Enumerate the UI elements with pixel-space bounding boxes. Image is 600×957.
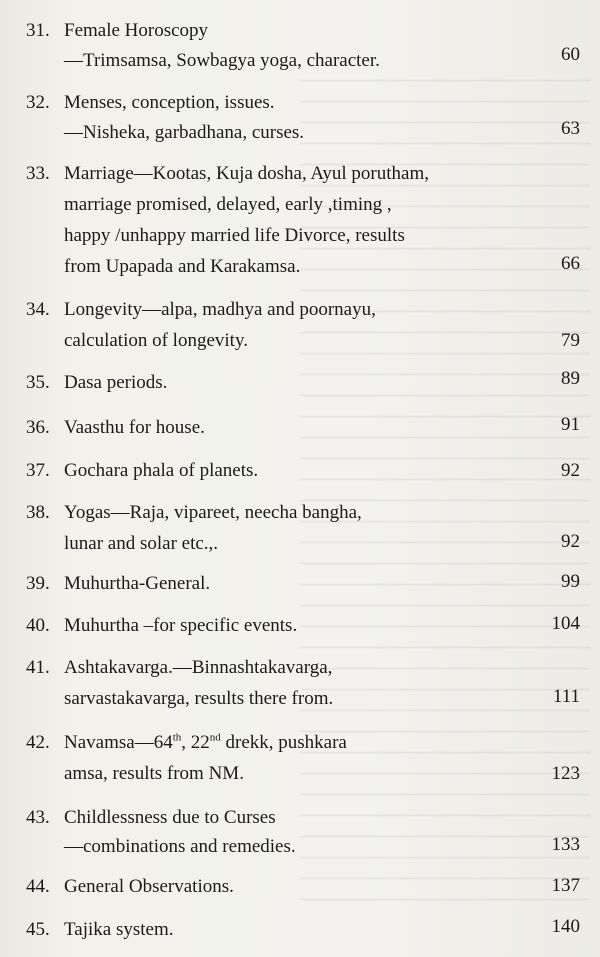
entry-title: Female Horoscopy	[64, 20, 209, 41]
entry-title: Yogas—Raja, vipareet, neecha bangha,	[64, 502, 362, 523]
entry-subtitle: —Trimsamsa, Sowbagya yoga, character.	[64, 50, 380, 71]
entry-number: 44.	[26, 876, 50, 897]
page-number: 89	[561, 368, 580, 389]
entry-subtitle: lunar and solar etc.,.	[64, 533, 219, 554]
entry-title: Childlessness due to Curses	[64, 807, 276, 828]
entry-title: Muhurtha-General.	[64, 573, 211, 594]
entry-title: Longevity—alpa, madhya and poornayu,	[64, 299, 376, 320]
entry-number: 42.	[26, 732, 50, 753]
ordinal-suffix: th	[172, 731, 182, 744]
page-number: 63	[561, 118, 580, 139]
page-number: 92	[561, 460, 580, 481]
entry-title: Muhurtha –for specific events.	[64, 615, 298, 636]
page-number: 66	[561, 253, 580, 274]
entry-number: 33.	[26, 163, 50, 184]
entry-line-3: happy /unhappy married life Divorce, results	[64, 225, 405, 246]
entry-line-4: from Upapada and Karakamsa.	[64, 256, 301, 277]
page-number: 137	[551, 875, 580, 896]
entry-number: 31.	[26, 20, 50, 41]
entry-number: 40.	[26, 615, 50, 636]
entry-number: 35.	[26, 372, 50, 393]
entry-number: 32.	[26, 92, 50, 113]
entry-title: Menses, conception, issues.	[64, 92, 275, 113]
entry-title: Tajika system.	[64, 919, 174, 940]
page-number: 133	[551, 834, 580, 855]
entry-number: 37.	[26, 460, 50, 481]
entry-number: 36.	[26, 417, 50, 438]
page-number: 79	[561, 330, 580, 351]
entry-title: Marriage—Kootas, Kuja dosha, Ayul porutham,	[64, 163, 429, 184]
entry-title-part: drekk, pushkara	[220, 732, 347, 753]
entry-number: 41.	[26, 657, 50, 678]
entry-title: Vaasthu for house.	[64, 417, 205, 438]
entry-number: 38.	[26, 502, 50, 523]
entry-number: 34.	[26, 299, 50, 320]
entry-line-2: marriage promised, delayed, early ,timing ,	[64, 194, 392, 215]
entry-title	[64, 728, 347, 758]
page-number: 111	[552, 686, 580, 707]
page-number: 60	[561, 44, 580, 65]
entry-subtitle: amsa, results from NM.	[64, 763, 244, 784]
page-number: 104	[551, 613, 580, 634]
entry-title-part: , 22	[181, 732, 210, 753]
entry-title-part: Navamsa—64	[64, 732, 173, 753]
page-number: 92	[561, 531, 580, 552]
page-number: 140	[551, 916, 580, 937]
entry-number: 43.	[26, 807, 50, 828]
entry-title: Ashtakavarga.—Binnashtakavarga,	[64, 657, 333, 678]
entry-subtitle: —Nisheka, garbadhana, curses.	[64, 122, 305, 143]
entry-title: Gochara phala of planets.	[64, 460, 259, 481]
entry-title: General Observations.	[64, 876, 234, 897]
entry-number: 45.	[26, 919, 50, 940]
page-number: 91	[561, 414, 580, 435]
entry-title: Dasa periods.	[64, 372, 168, 393]
page-number: 99	[561, 571, 580, 592]
ordinal-suffix: nd	[209, 731, 221, 744]
entry-number: 39.	[26, 573, 50, 594]
entry-subtitle: sarvastakavarga, results there from.	[64, 688, 334, 709]
page-number: 123	[551, 763, 580, 784]
entry-subtitle: calculation of longevity.	[64, 330, 248, 351]
entry-subtitle: —combinations and remedies.	[64, 836, 296, 857]
